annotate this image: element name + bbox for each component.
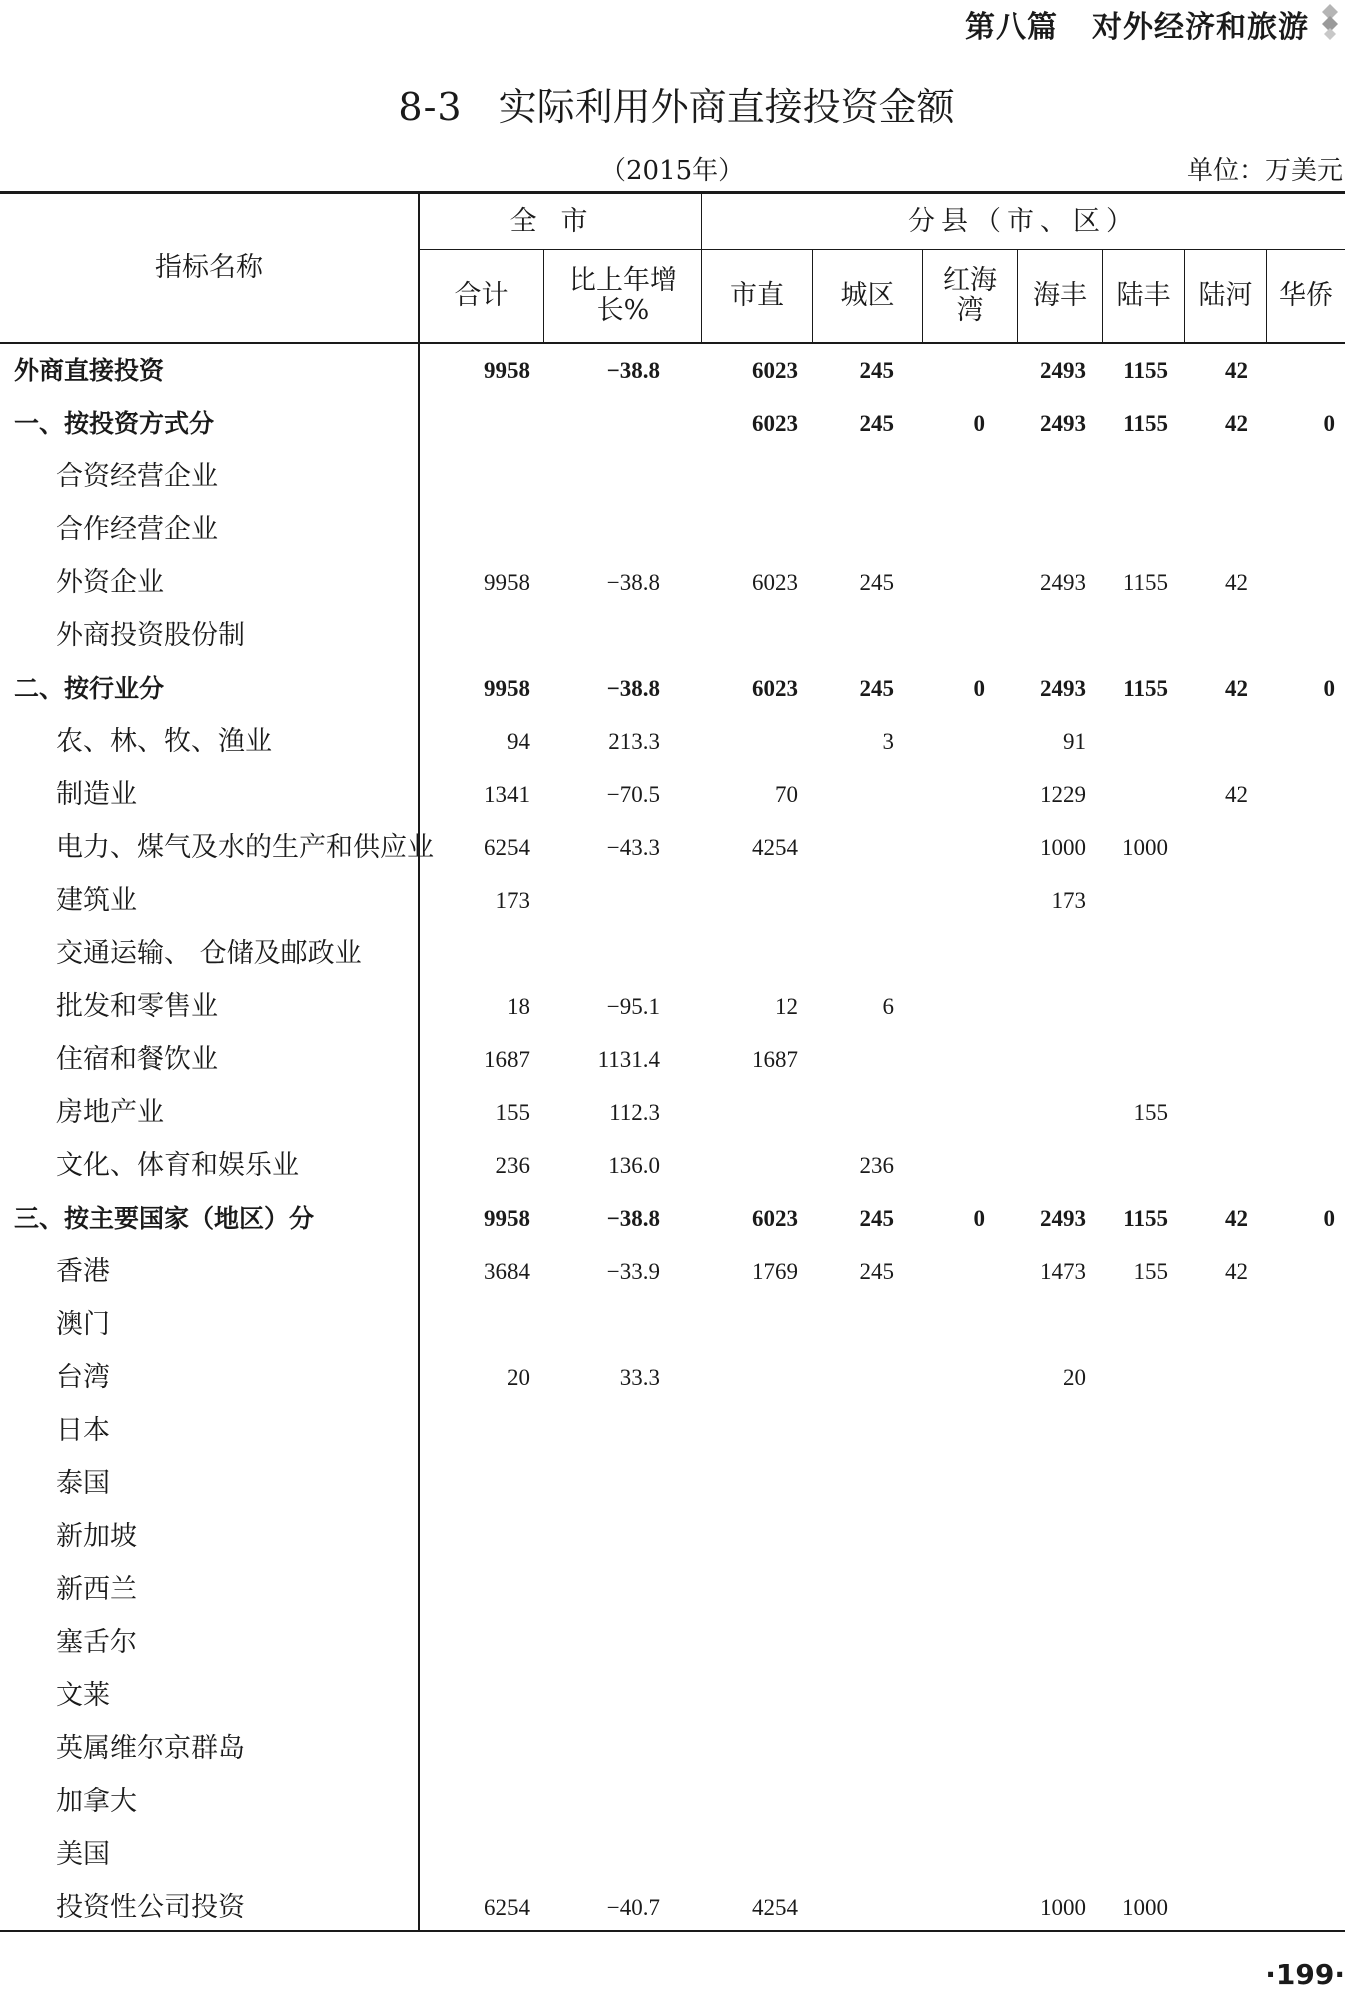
cell-chengqu: 6 (882, 994, 894, 1019)
row-label: 交通运输、 仓储及邮政业 (56, 938, 362, 969)
table-row (0, 1351, 1345, 1404)
row-label: 日本 (56, 1415, 110, 1446)
cell-lufeng: 155 (1133, 1100, 1168, 1125)
cell-huaqiao: 0 (1323, 1206, 1335, 1231)
row-label: 批发和零售业 (56, 991, 218, 1022)
cell-huaqiao: 0 (1323, 676, 1335, 701)
table-row (0, 1616, 1345, 1669)
cell-shizhi: 12 (775, 994, 798, 1019)
cell-huaqiao: 0 (1323, 411, 1335, 436)
cell-shizhi: 6023 (752, 1206, 798, 1231)
table-row (0, 980, 1345, 1033)
row-label: 文莱 (56, 1680, 110, 1711)
cell-total: 173 (495, 888, 530, 913)
row-label: 加拿大 (56, 1786, 137, 1817)
row-label: 二、按行业分 (14, 674, 165, 703)
row-label: 投资性公司投资 (56, 1892, 245, 1923)
cell-chengqu: 245 (859, 358, 894, 383)
cell-shizhi: 1769 (752, 1259, 798, 1284)
cell-haifeng: 2493 (1040, 1206, 1086, 1231)
cell-lufeng: 1155 (1122, 570, 1168, 595)
cell-honghaiwan: 0 (973, 676, 985, 701)
diamond-ornament-icon (1313, 2, 1347, 42)
header-county-group: 分县（市、区） (908, 205, 1139, 237)
cell-chengqu: 245 (859, 676, 894, 701)
row-label: 合资经营企业 (56, 461, 218, 492)
table-row (0, 1192, 1345, 1245)
cell-haifeng: 20 (1063, 1365, 1086, 1390)
table-row (0, 927, 1345, 980)
cell-shizhi: 70 (775, 782, 798, 807)
table-row (0, 1881, 1345, 1934)
cell-total: 9958 (484, 570, 530, 595)
cell-luhe: 42 (1225, 1206, 1248, 1231)
table-year: （2015年） (600, 156, 745, 186)
table-number: 8-3 (398, 85, 463, 129)
cell-haifeng: 1000 (1040, 835, 1086, 860)
chapter-header (965, 2, 1309, 46)
cell-luhe: 42 (1225, 782, 1248, 807)
cell-honghaiwan: 0 (973, 1206, 985, 1231)
cell-haifeng: 173 (1051, 888, 1086, 913)
table-row (0, 768, 1345, 821)
cell-growth: −33.9 (606, 1259, 660, 1284)
table-row (0, 1086, 1345, 1139)
cell-total: 1341 (484, 782, 530, 807)
cell-chengqu: 245 (859, 1206, 894, 1231)
cell-total: 94 (507, 729, 530, 754)
row-label: 台湾 (56, 1362, 110, 1393)
table-row (0, 1457, 1345, 1510)
header-total: 合计 (454, 280, 509, 311)
table-row (0, 1033, 1345, 1086)
cell-chengqu: 245 (859, 411, 894, 436)
table-row (0, 1245, 1345, 1298)
header-lufeng: 陆丰 (1116, 280, 1171, 311)
table-row (0, 609, 1345, 662)
cell-shizhi: 6023 (752, 570, 798, 595)
cell-growth: −95.1 (606, 994, 660, 1019)
header-city-group: 全市 (509, 205, 612, 237)
cell-growth: −70.5 (606, 782, 660, 807)
row-label: 三、按主要国家（地区）分 (14, 1204, 315, 1233)
table-title-text: 实际利用外商直接投资金额 (498, 85, 955, 129)
table-row (0, 344, 1345, 397)
row-label: 香港 (56, 1256, 110, 1287)
table-title (0, 76, 1353, 131)
header-chengqu: 城区 (840, 280, 895, 311)
cell-growth: −38.8 (606, 676, 660, 701)
row-label: 新西兰 (56, 1574, 137, 1605)
table-row (0, 874, 1345, 927)
row-label: 制造业 (56, 779, 137, 810)
cell-total: 155 (495, 1100, 530, 1125)
cell-total: 20 (507, 1365, 530, 1390)
table-row (0, 503, 1345, 556)
cell-total: 6254 (484, 835, 530, 860)
header-huaqiao: 华侨 (1279, 280, 1333, 311)
cell-shizhi: 6023 (752, 358, 798, 383)
cell-growth: 1131.4 (597, 1047, 660, 1072)
cell-total: 236 (495, 1153, 530, 1178)
cell-haifeng: 91 (1063, 729, 1086, 754)
cell-chengqu: 3 (882, 729, 894, 754)
row-label: 塞舌尔 (56, 1627, 137, 1658)
table-row (0, 1722, 1345, 1775)
header-haifeng: 海丰 (1033, 280, 1087, 311)
table-row (0, 1775, 1345, 1828)
cell-growth: −40.7 (606, 1895, 660, 1920)
cell-haifeng: 1473 (1040, 1259, 1086, 1284)
table-row (0, 662, 1345, 715)
cell-lufeng: 1155 (1123, 411, 1168, 436)
row-label: 房地产业 (56, 1097, 164, 1128)
cell-haifeng: 2493 (1040, 676, 1086, 701)
cell-total: 9958 (484, 358, 530, 383)
cell-luhe: 42 (1225, 1259, 1248, 1284)
cell-haifeng: 1000 (1040, 1895, 1086, 1920)
cell-growth: 112.3 (609, 1100, 660, 1125)
page-number: ·199· (1265, 1958, 1345, 1991)
header-indicator: 指标名称 (155, 252, 263, 283)
row-label: 农、林、牧、渔业 (56, 726, 272, 757)
row-label: 住宿和餐饮业 (56, 1044, 218, 1075)
cell-luhe: 42 (1225, 358, 1248, 383)
header-growth: 比上年增长% (569, 265, 677, 326)
cell-chengqu: 236 (859, 1153, 894, 1178)
row-label: 新加坡 (56, 1521, 137, 1552)
cell-shizhi: 4254 (752, 835, 798, 860)
cell-shizhi: 4254 (752, 1895, 798, 1920)
table-row (0, 397, 1345, 450)
cell-total: 6254 (484, 1895, 530, 1920)
cell-growth: −43.3 (606, 835, 660, 860)
cell-lufeng: 1000 (1122, 1895, 1168, 1920)
column-divider (543, 250, 544, 343)
cell-lufeng: 1155 (1123, 1206, 1168, 1231)
header-luhe: 陆河 (1198, 280, 1253, 311)
table-row (0, 1404, 1345, 1457)
cell-lufeng: 1155 (1123, 358, 1168, 383)
cell-luhe: 42 (1225, 411, 1248, 436)
row-label: 电力、煤气及水的生产和供应业 (56, 832, 434, 863)
table-row (0, 556, 1345, 609)
chapter-part: 第八篇 (965, 10, 1058, 45)
row-label: 一、按投资方式分 (14, 409, 215, 438)
row-label: 外资企业 (56, 567, 164, 598)
row-label: 文化、体育和娱乐业 (56, 1150, 299, 1181)
row-label: 建筑业 (56, 885, 137, 916)
cell-growth: −38.8 (606, 1206, 660, 1231)
table-row (0, 1828, 1345, 1881)
header-honghaiwan: 红海湾 (943, 265, 997, 326)
cell-total: 9958 (484, 1206, 530, 1231)
cell-haifeng: 2493 (1040, 411, 1086, 436)
cell-growth: 136.0 (608, 1153, 660, 1178)
table-row (0, 1298, 1345, 1351)
table-unit: 单位：万美元 (1186, 156, 1343, 186)
cell-growth: 213.3 (608, 729, 660, 754)
cell-lufeng: 1155 (1123, 676, 1168, 701)
cell-chengqu: 245 (859, 570, 894, 595)
cell-lufeng: 155 (1133, 1259, 1168, 1284)
table-row (0, 1510, 1345, 1563)
cell-luhe: 42 (1225, 570, 1248, 595)
row-label: 英属维尔京群岛 (56, 1733, 245, 1764)
cell-total: 18 (507, 994, 530, 1019)
table-row (0, 450, 1345, 503)
cell-shizhi: 1687 (752, 1047, 798, 1072)
table-row (0, 821, 1345, 874)
cell-haifeng: 2493 (1040, 358, 1086, 383)
table-row (0, 1563, 1345, 1616)
row-label: 泰国 (56, 1468, 110, 1499)
cell-chengqu: 245 (859, 1259, 894, 1284)
row-label: 外商投资股份制 (56, 620, 245, 651)
table-row (0, 1139, 1345, 1192)
column-divider (922, 250, 923, 343)
cell-total: 3684 (484, 1259, 530, 1284)
header-shizhi: 市直 (730, 280, 784, 311)
table-row (0, 1669, 1345, 1722)
cell-shizhi: 6023 (752, 411, 798, 436)
row-label: 外商直接投资 (14, 356, 165, 385)
cell-total: 9958 (484, 676, 530, 701)
cell-honghaiwan: 0 (973, 411, 985, 436)
cell-lufeng: 1000 (1122, 835, 1168, 860)
row-label: 合作经营企业 (56, 514, 218, 545)
cell-growth: −38.8 (606, 570, 660, 595)
cell-haifeng: 1229 (1040, 782, 1086, 807)
cell-luhe: 42 (1225, 676, 1248, 701)
chapter-name: 对外经济和旅游 (1092, 10, 1309, 45)
cell-shizhi: 6023 (752, 676, 798, 701)
table-row (0, 715, 1345, 768)
row-label: 美国 (56, 1839, 110, 1870)
cell-total: 1687 (484, 1047, 530, 1072)
cell-growth: −38.8 (606, 358, 660, 383)
cell-haifeng: 2493 (1040, 570, 1086, 595)
cell-growth: 33.3 (619, 1365, 660, 1390)
row-label: 澳门 (56, 1309, 110, 1340)
